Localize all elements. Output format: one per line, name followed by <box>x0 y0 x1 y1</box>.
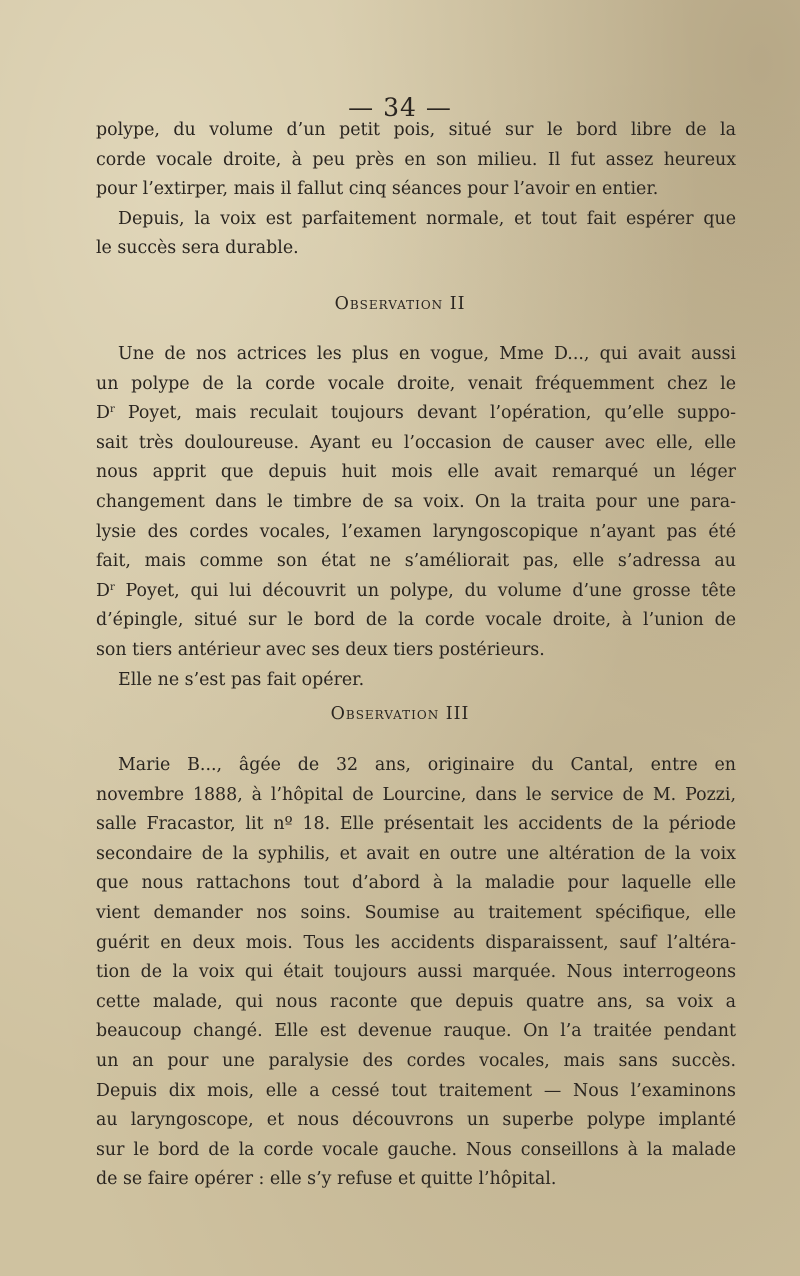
text-line: changement dans le timbre de sa voix. On la traita pour une para- <box>96 491 736 512</box>
text-line: fait, mais comme son état ne s’améliorait pas, elle s’adressa au <box>96 551 736 572</box>
observation-3-paragraph <box>96 751 736 1195</box>
superscript: r <box>109 404 115 416</box>
superscript: r <box>109 581 115 593</box>
observation-2-paragraph <box>96 340 736 695</box>
observation-2-heading: Observation II <box>334 294 466 314</box>
text-line: tion de la voix qui était toujours aussi marquée. Nous interrogeons <box>96 962 736 983</box>
text-line: que nous rattachons tout d’abord à la maladie pour laquelle elle <box>96 873 736 894</box>
text-fragment: Poyet, qui lui découvrit un polype, du volume d’une grosse tête <box>114 580 736 601</box>
text-line: un an pour une paralysie des cordes vocales, mais sans succès. <box>96 1050 736 1071</box>
text-line: cette malade, qui nous raconte que depuis quatre ans, sa voix a <box>96 991 736 1012</box>
text-line: beaucoup changé. Elle est devenue rauque. On l’a traitée pendant <box>96 1021 736 1042</box>
text-line: un polype de la corde vocale droite, venait fréquemment chez le <box>96 373 736 394</box>
text-line: vient demander nos soins. Soumise au traitement spécifique, elle <box>96 902 736 923</box>
text-line: son tiers antérieur avec ses deux tiers postérieurs. <box>96 639 545 660</box>
text-line: novembre 1888, à l’hôpital de Lourcine, dans le service de M. Pozzi, <box>96 784 736 805</box>
text-line: sur le bord de la corde vocale gauche. Nous conseillons à la malade <box>96 1139 736 1160</box>
observation-3-heading: Observation III <box>330 704 470 724</box>
text-fragment: Poyet, mais reculait toujours devant l’opération, qu’elle suppo- <box>114 403 736 424</box>
text-line: de se faire opérer : elle s’y refuse et quitte l’hôpital. <box>96 1169 557 1190</box>
text-line: nous apprit que depuis huit mois elle avait remarqué un léger <box>96 462 736 483</box>
text-line: polype, du volume d’un petit pois, situé sur le bord libre de la <box>96 120 736 140</box>
text-fragment: D <box>96 403 110 424</box>
text-line: secondaire de la syphilis, et avait en outre une altération de la voix <box>96 843 736 864</box>
text-line: lysie des cordes vocales, l’examen laryngoscopique n’ayant pas été <box>96 521 736 542</box>
text-line: au laryngoscope, et nous découvrons un superbe polype implanté <box>96 1110 736 1131</box>
text-line: Depuis dix mois, elle a cessé tout traitement — Nous l’examinons <box>96 1080 736 1101</box>
text-line <box>96 577 736 607</box>
text-fragment: D <box>96 580 110 601</box>
text-line: salle Fracastor, lit nº 18. Elle présentait les accidents de la période <box>96 814 736 835</box>
text-line: pour l’extirper, mais il fallut cinq séances pour l’avoir en entier. <box>96 179 659 200</box>
intro-paragraph <box>96 116 736 264</box>
text-line: sait très douloureuse. Ayant eu l’occasion de causer avec elle, elle <box>96 432 736 453</box>
text-line: corde vocale droite, à peu près en son milieu. Il fut assez heureux <box>96 149 736 170</box>
text-line: Une de nos actrices les plus en vogue, Mme D..., qui avait aussi <box>118 344 736 364</box>
text-line: Marie B..., âgée de 32 ans, originaire du Cantal, entre en <box>118 755 736 775</box>
text-line: guérit en deux mois. Tous les accidents disparaissent, sauf l’altéra- <box>96 932 736 953</box>
text-line <box>96 399 736 429</box>
page-number: — 34 — <box>348 93 452 122</box>
text-line: Elle ne s’est pas fait opérer. <box>118 669 365 690</box>
text-line: d’épingle, situé sur le bord de la corde vocale droite, à l’union de <box>96 610 736 631</box>
text-line: le succès sera durable. <box>96 238 299 259</box>
text-line: Depuis, la voix est parfaitement normale, et tout fait espérer que <box>118 208 736 229</box>
